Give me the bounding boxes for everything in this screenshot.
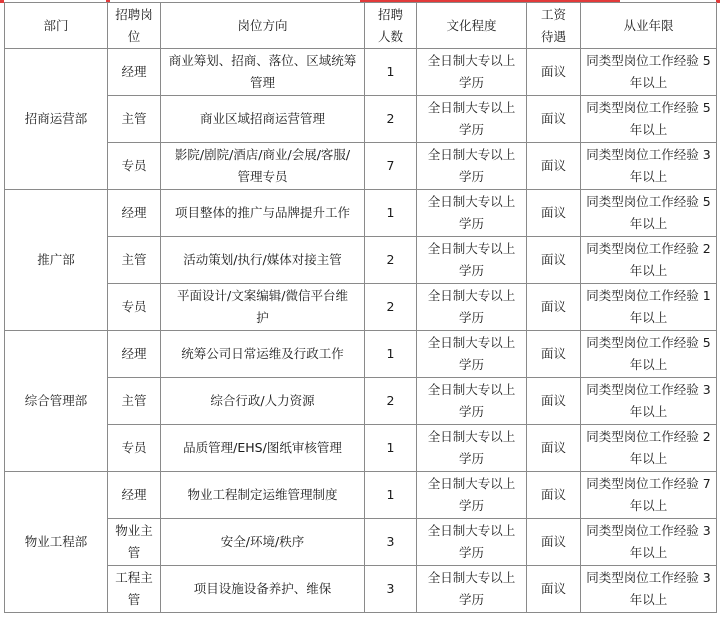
cell-line: 年以上 [629,498,668,513]
experience-cell [581,519,717,566]
direction-cell [161,519,365,566]
direction-cell [161,331,365,378]
cell-line: 年以上 [629,451,668,466]
cell-line: 全日制大专以上 [427,241,516,256]
cell-line: 经理 [121,487,147,502]
education-cell [417,143,527,190]
cell-line: 同类型岗位工作经验 5 [586,53,711,68]
experience-cell [581,378,717,425]
header-position [108,3,161,49]
salary-cell: 面议 [527,331,581,378]
education-cell [417,49,527,96]
direction-cell [161,284,365,331]
table-row [5,284,717,331]
position-cell [108,96,161,143]
table-row [5,331,717,378]
cell-line: 影院/剧院/酒店/商业/会展/客服/ [174,147,351,162]
cell-line: 品质管理/EHS/图纸审核管理 [183,440,342,455]
cell-line: 管理 [249,75,275,90]
cell-line: 综合行政/人力资源 [210,393,315,408]
cell-line: 同类型岗位工作经验 5 [586,335,711,350]
position-cell [108,190,161,237]
header-experience [581,3,717,49]
direction-cell [161,472,365,519]
salary-cell: 面议 [527,190,581,237]
cell-line: 专员 [121,440,147,455]
cell-line: 同类型岗位工作经验 3 [586,147,711,162]
cell-line: 经理 [121,205,147,220]
salary-cell: 面议 [527,284,581,331]
position-cell [108,472,161,519]
cell-line: 全日制大专以上 [427,147,516,162]
cell-line: 活动策划/执行/媒体对接主管 [183,252,342,267]
header-education [417,3,527,49]
direction-cell [161,96,365,143]
cell-line: 年以上 [629,169,668,184]
cell-line: 年以上 [629,310,668,325]
experience-cell [581,284,717,331]
education-cell [417,96,527,143]
cell-line: 同类型岗位工作经验 2 [586,429,711,444]
cell-line: 学历 [458,451,484,466]
position-cell [108,519,161,566]
direction-cell [161,143,365,190]
table-row [5,472,717,519]
position-cell [108,143,161,190]
education-cell [417,519,527,566]
cell-line: 全日制大专以上 [427,429,516,444]
cell-line: 管 [127,592,141,607]
experience-cell [581,331,717,378]
cell-line: 学历 [458,310,484,325]
cell-line: 同类型岗位工作经验 3 [586,570,711,585]
table-row [5,425,717,472]
cell-line: 全日制大专以上 [427,53,516,68]
cell-line: 同类型岗位工作经验 5 [586,194,711,209]
cell-line: 同类型岗位工作经验 1 [586,288,711,303]
table-row [5,519,717,566]
cell-line: 全日制大专以上 [427,194,516,209]
direction-cell [161,190,365,237]
cell-line: 专员 [121,299,147,314]
experience-cell [581,96,717,143]
cell-line: 学历 [458,545,484,560]
cell-line: 工程主 [115,570,153,585]
cell-line: 学历 [458,357,484,372]
header-salary [527,3,581,49]
count-cell: 1 [365,49,417,96]
count-cell: 3 [365,566,417,613]
salary-cell: 面议 [527,472,581,519]
cell-line: 年以上 [629,122,668,137]
count-cell: 2 [365,237,417,284]
header-count [365,3,417,49]
count-cell: 2 [365,378,417,425]
direction-cell [161,425,365,472]
experience-cell [581,472,717,519]
cell-line: 年以上 [629,216,668,231]
department-cell: 物业工程部 [5,472,108,613]
experience-cell [581,425,717,472]
table-header-row [5,3,717,49]
cell-line: 文化程度 [446,17,497,33]
education-cell [417,378,527,425]
cell-line: 全日制大专以上 [427,288,516,303]
cell-line: 商业筹划、招商、落位、区域统筹 [168,53,357,68]
cell-line: 护 [256,310,269,325]
cell-line: 主管 [121,111,147,126]
count-cell: 1 [365,190,417,237]
direction-cell [161,566,365,613]
recruitment-table [4,2,717,613]
count-cell: 2 [365,96,417,143]
position-cell [108,425,161,472]
salary-cell: 面议 [527,566,581,613]
experience-cell [581,237,717,284]
position-cell [108,378,161,425]
salary-cell: 面议 [527,425,581,472]
cell-line: 从业年限 [623,17,674,33]
cell-line: 专员 [121,158,147,173]
count-cell: 1 [365,472,417,519]
cell-line: 全日制大专以上 [427,382,516,397]
cell-line: 同类型岗位工作经验 3 [586,382,711,397]
cell-line: 年以上 [629,545,668,560]
salary-cell: 面议 [527,49,581,96]
salary-cell: 面议 [527,237,581,284]
cell-line: 主管 [121,393,147,408]
cell-line: 学历 [458,498,484,513]
cell-line: 项目设施设备养护、维保 [193,581,332,596]
cell-line: 待遇 [540,28,566,44]
cell-line: 学历 [458,404,484,419]
cell-line: 项目整体的推广与品牌提升工作 [174,205,350,220]
cell-line: 学历 [458,592,484,607]
cell-line: 全日制大专以上 [427,335,516,350]
cell-line: 学历 [458,216,484,231]
cell-line: 安全/环境/秩序 [220,534,305,549]
education-cell [417,566,527,613]
cell-line: 招聘岗 [115,6,153,22]
salary-cell: 面议 [527,519,581,566]
cell-line: 同类型岗位工作经验 5 [586,100,711,115]
cell-line: 人数 [377,28,403,44]
education-cell [417,190,527,237]
education-cell [417,237,527,284]
cell-line: 经理 [121,346,147,361]
cell-line: 全日制大专以上 [427,100,516,115]
table-row [5,378,717,425]
cell-line: 全日制大专以上 [427,523,516,538]
cell-line: 工资 [540,6,566,22]
cell-line: 年以上 [629,263,668,278]
department-cell: 推广部 [5,190,108,331]
cell-line: 经理 [121,64,147,79]
cell-line: 招聘 [377,6,403,22]
education-cell [417,284,527,331]
cell-line: 学历 [458,169,484,184]
cell-line: 学历 [458,75,484,90]
cell-line: 物业主 [115,523,153,538]
salary-cell: 面议 [527,143,581,190]
cell-line: 学历 [458,122,484,137]
count-cell: 1 [365,331,417,378]
cell-line: 全日制大专以上 [427,476,516,491]
cell-line: 位 [127,28,141,44]
count-cell: 2 [365,284,417,331]
cell-line: 物业工程制定运维管理制度 [187,487,338,502]
table-row [5,566,717,613]
cell-line: 学历 [458,263,484,278]
count-cell: 7 [365,143,417,190]
cell-line: 管理专员 [237,169,288,184]
position-cell [108,237,161,284]
cell-line: 年以上 [629,75,668,90]
department-cell: 招商运营部 [5,49,108,190]
cell-line: 全日制大专以上 [427,570,516,585]
cell-line: 主管 [121,252,147,267]
experience-cell [581,143,717,190]
cell-line: 同类型岗位工作经验 7 [586,476,711,491]
header-department [5,3,108,49]
count-cell: 1 [365,425,417,472]
cell-line: 管 [127,545,141,560]
experience-cell [581,190,717,237]
education-cell [417,425,527,472]
cell-line: 同类型岗位工作经验 3 [586,523,711,538]
position-cell [108,49,161,96]
salary-cell: 面议 [527,96,581,143]
position-cell [108,331,161,378]
cell-line: 年以上 [629,592,668,607]
cell-line: 商业区域招商运营管理 [199,111,325,126]
cell-line: 统筹公司日常运维及行政工作 [181,346,344,361]
department-cell: 综合管理部 [5,331,108,472]
cell-line: 年以上 [629,404,668,419]
position-cell [108,566,161,613]
direction-cell [161,49,365,96]
table-row [5,49,717,96]
education-cell [417,331,527,378]
direction-cell [161,237,365,284]
salary-cell: 面议 [527,378,581,425]
cell-line: 同类型岗位工作经验 2 [586,241,711,256]
experience-cell [581,566,717,613]
cell-line: 部门 [43,17,69,33]
education-cell [417,472,527,519]
cell-line: 年以上 [629,357,668,372]
position-cell [108,284,161,331]
cell-line: 岗位方向 [237,17,288,33]
table-row [5,96,717,143]
table-body [5,49,717,613]
header-direction [161,3,365,49]
table-row [5,237,717,284]
table-row [5,143,717,190]
direction-cell [161,378,365,425]
cell-line: 平面设计/文案编辑/微信平台维 [177,288,348,303]
count-cell: 3 [365,519,417,566]
table-row [5,190,717,237]
experience-cell [581,49,717,96]
